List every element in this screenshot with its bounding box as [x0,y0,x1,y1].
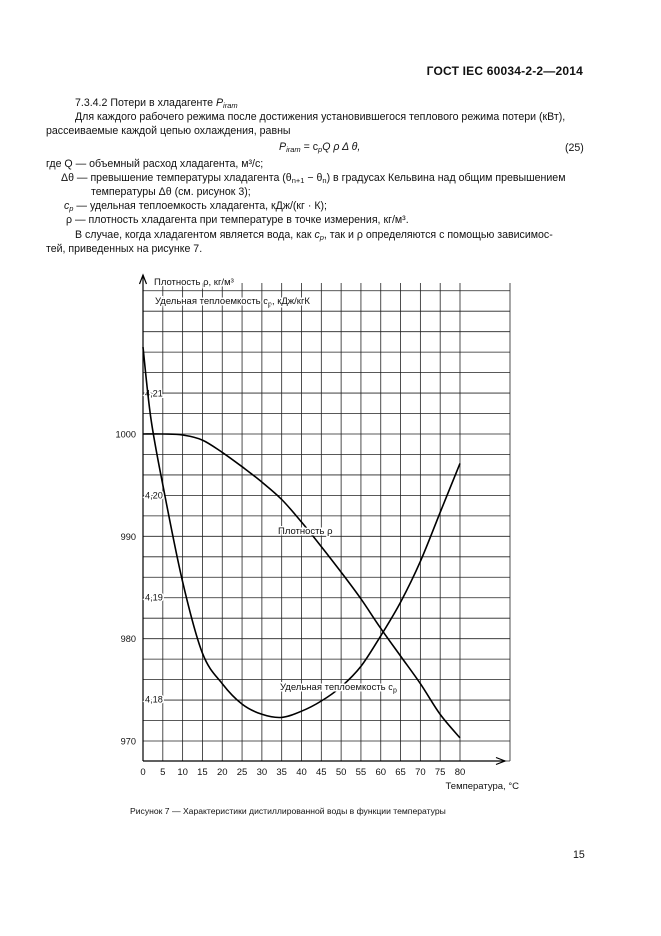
density-tick-label: 970 [120,736,136,747]
paragraph-2-text: В случае, когда хладагентом является вода, как [75,229,315,241]
definition-text: — плотность хладагента при температуре в точке измерения, кг/м³. [72,214,409,226]
heat-capacity-curve-label: Удельная теплоемкость $c_р$ [280,682,397,695]
definition-sub: p [69,204,74,213]
page-number: 15 [573,849,585,861]
x-tick-label: 5 [160,767,166,778]
definition-sub: n+1 [291,176,305,185]
equation-lhs-sub: iraт [286,145,301,154]
definition-text: — удельная теплоемкость хладагента, кДж/(кг · К); [73,200,327,212]
x-tick-label: 75 [434,767,446,778]
x-tick-label: 80 [454,767,466,778]
paragraph-2-symbol: c [314,229,320,241]
section-number: 7.3.4.2 [75,97,108,109]
x-axis-title: Температура, °C [445,781,519,792]
x-tick-label: 65 [395,767,406,778]
x-tick-label: 20 [216,767,228,778]
x-tick-label: 10 [177,767,188,778]
density-tick-label: 1000 [115,429,136,440]
definition-text: — объемный расход хладагента, м³/с; [72,158,264,170]
figure-caption: Рисунок 7 — Характеристики дистиллированной воды в функции температуры [130,806,446,816]
x-tick-label: 15 [197,767,208,778]
section-title-text: Потери в хладагенте [110,97,216,109]
y-axis-title-sub: р [268,301,272,309]
section-title-symbol: P [215,97,224,109]
definition-sub: n [322,176,327,185]
chart-ticks [116,389,466,779]
definition-symbol: где Q [46,158,73,170]
y-axis-title-density: Плотность ρ, кг/м³ [154,277,234,288]
x-tick-label: 0 [140,767,146,778]
standard-header: ГОСТ IEC 60034-2-2—2014 [426,64,583,78]
y-axis-title-tail: , кДж/кгК [271,296,310,307]
definition-text: ) в градусах Кельвина над общим превышением [326,172,566,184]
density-tick-label: 990 [120,531,136,542]
paragraph-2-sub: p [319,233,324,242]
x-tick-label: 70 [415,767,426,778]
paragraph-2-line-2: тей, приведенных на рисунке 7. [46,243,203,255]
paragraph-2-text: , так и ρ определяются с помощью зависимос- [323,229,553,241]
x-tick-label: 35 [276,767,287,778]
density-tick-label: 980 [120,634,136,645]
heat-capacity-curve-label-sub: р [393,687,397,695]
density-curve-label: Плотность ρ [278,526,333,537]
paragraph-1-line-1: Для каждого рабочего режима после достижения установившегося теплового режима потери (кВт), [75,111,566,123]
cp-tick-label: 4,20 [145,490,163,501]
definition-symbol: ρ [66,214,73,226]
x-tick-label: 45 [316,767,327,778]
cp-tick-label: 4,21 [145,388,163,399]
equation-rhs-tail: Q ρ Δ θ, [322,141,361,153]
definition-text: — превышение температуры хладагента (θ [73,172,292,184]
x-tick-label: 30 [256,767,268,778]
cp-tick-label: 4,19 [145,592,163,603]
paragraph-1-line-2: рассеиваемые каждой цепью охлаждения, равны [46,125,291,137]
definition-symbol: Δθ [61,172,74,184]
equation-lhs: P [279,141,287,153]
section-title-subscript: iraт [223,101,238,110]
equation-rhs-sub: p [318,145,323,154]
equation-rhs: = c [300,141,319,153]
x-tick-label: 40 [296,767,307,778]
definition-text: − θ [304,172,323,184]
x-tick-label: 50 [335,767,347,778]
x-tick-label: 55 [355,767,367,778]
x-tick-label: 25 [236,767,248,778]
y-axis-title-heat-capacity: Удельная теплоемкость $c_р$, кДж/кгК [155,296,310,309]
chart-labels [154,277,519,792]
cp-tick-label: 4,18 [145,694,163,705]
definition-symbol: c [64,200,70,212]
equation-number: (25) [565,142,584,154]
x-tick-label: 60 [375,767,387,778]
definition-delta-theta-cont: температуры Δθ (см. рисунок 3); [91,186,251,198]
